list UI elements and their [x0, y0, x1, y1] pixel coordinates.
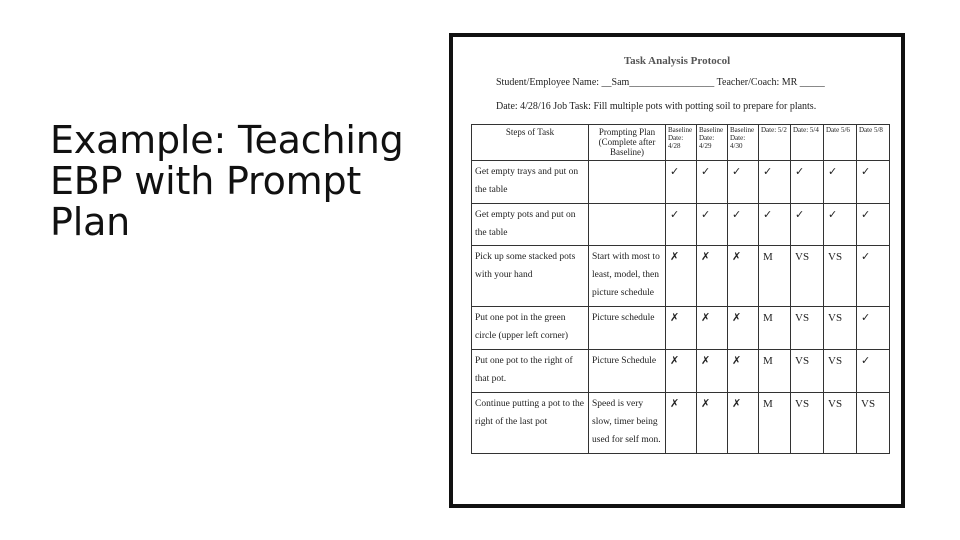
- plan-cell: Picture Schedule: [589, 350, 666, 393]
- slide-title: [50, 120, 410, 243]
- mark-cell: ✓: [697, 161, 728, 204]
- mark-cell: VS: [824, 392, 857, 453]
- mark-cell: M: [759, 307, 791, 350]
- mark-cell: ✓: [666, 203, 697, 246]
- mark-cell: ✗: [728, 350, 759, 393]
- step-cell: Put one pot in the green circle (upper left corner): [472, 307, 589, 350]
- mark-cell: VS: [791, 392, 824, 453]
- mark-cell: VS: [791, 350, 824, 393]
- slide-title-line-3: Plan: [50, 200, 131, 244]
- mark-cell: ✗: [666, 392, 697, 453]
- header-date-2: Date: 5/4: [791, 125, 824, 161]
- mark-cell: ✗: [666, 350, 697, 393]
- header-baseline-3: Baseline Date: 4/30: [728, 125, 759, 161]
- mark-cell: ✗: [666, 246, 697, 307]
- mark-cell: ✓: [857, 203, 890, 246]
- header-date-3: Date 5/6: [824, 125, 857, 161]
- table-row: [472, 307, 890, 350]
- header-baseline-1: Baseline Date: 4/28: [666, 125, 697, 161]
- step-cell: Put one pot to the right of that pot.: [472, 350, 589, 393]
- step-cell: Continue putting a pot to the right of the last pot: [472, 392, 589, 453]
- plan-cell: Start with most to least, model, then picture schedule: [589, 246, 666, 307]
- mark-cell: VS: [791, 246, 824, 307]
- plan-cell: Speed is very slow, timer being used for self mon.: [589, 392, 666, 453]
- slide-title-line-1: Example: Teaching: [50, 118, 404, 162]
- date-job-task-line: Date: 4/28/16 Job Task: Fill multiple pots with potting soil to prepare for plants.: [496, 101, 817, 112]
- table-header-row: [472, 125, 890, 161]
- mark-cell: ✓: [666, 161, 697, 204]
- mark-cell: ✓: [791, 161, 824, 204]
- table-row: [472, 392, 890, 453]
- mark-cell: ✓: [728, 161, 759, 204]
- table-row: [472, 161, 890, 204]
- table-row: [472, 203, 890, 246]
- step-cell: Pick up some stacked pots with your hand: [472, 246, 589, 307]
- table-row: [472, 350, 890, 393]
- mark-cell: VS: [824, 246, 857, 307]
- student-teacher-line: Student/Employee Name: __Sam_________________ Teacher/Coach: MR _____: [496, 77, 825, 88]
- mark-cell: ✓: [857, 161, 890, 204]
- mark-cell: M: [759, 246, 791, 307]
- mark-cell: ✗: [697, 307, 728, 350]
- header-steps: Steps of Task: [472, 125, 589, 161]
- mark-cell: ✗: [728, 392, 759, 453]
- mark-cell: VS: [824, 350, 857, 393]
- step-cell: Get empty trays and put on the table: [472, 161, 589, 204]
- mark-cell: VS: [857, 392, 890, 453]
- mark-cell: ✓: [697, 203, 728, 246]
- mark-cell: ✓: [857, 350, 890, 393]
- header-baseline-2: Baseline Date: 4/29: [697, 125, 728, 161]
- document-image-frame: [449, 33, 905, 508]
- mark-cell: ✓: [759, 203, 791, 246]
- plan-cell: [589, 203, 666, 246]
- mark-cell: ✗: [728, 307, 759, 350]
- header-date-1: Date: 5/2: [759, 125, 791, 161]
- plan-cell: Picture schedule: [589, 307, 666, 350]
- header-prompting-plan: Prompting Plan (Complete after Baseline): [589, 125, 666, 161]
- mark-cell: M: [759, 392, 791, 453]
- mark-cell: VS: [824, 307, 857, 350]
- mark-cell: ✗: [697, 246, 728, 307]
- mark-cell: ✓: [857, 307, 890, 350]
- mark-cell: ✓: [728, 203, 759, 246]
- slide-title-line-2: EBP with Prompt: [50, 159, 362, 203]
- mark-cell: ✗: [728, 246, 759, 307]
- mark-cell: ✓: [824, 203, 857, 246]
- mark-cell: VS: [791, 307, 824, 350]
- mark-cell: ✓: [857, 246, 890, 307]
- mark-cell: ✓: [824, 161, 857, 204]
- document-title: Task Analysis Protocol: [623, 55, 731, 67]
- mark-cell: ✗: [697, 392, 728, 453]
- plan-cell: [589, 161, 666, 204]
- mark-cell: ✗: [666, 307, 697, 350]
- mark-cell: ✗: [697, 350, 728, 393]
- mark-cell: ✓: [791, 203, 824, 246]
- mark-cell: M: [759, 350, 791, 393]
- table-row: [472, 246, 890, 307]
- task-analysis-table: [471, 124, 890, 454]
- task-analysis-document: [453, 37, 901, 504]
- step-cell: Get empty pots and put on the table: [472, 203, 589, 246]
- header-date-4: Date 5/8: [857, 125, 890, 161]
- mark-cell: ✓: [759, 161, 791, 204]
